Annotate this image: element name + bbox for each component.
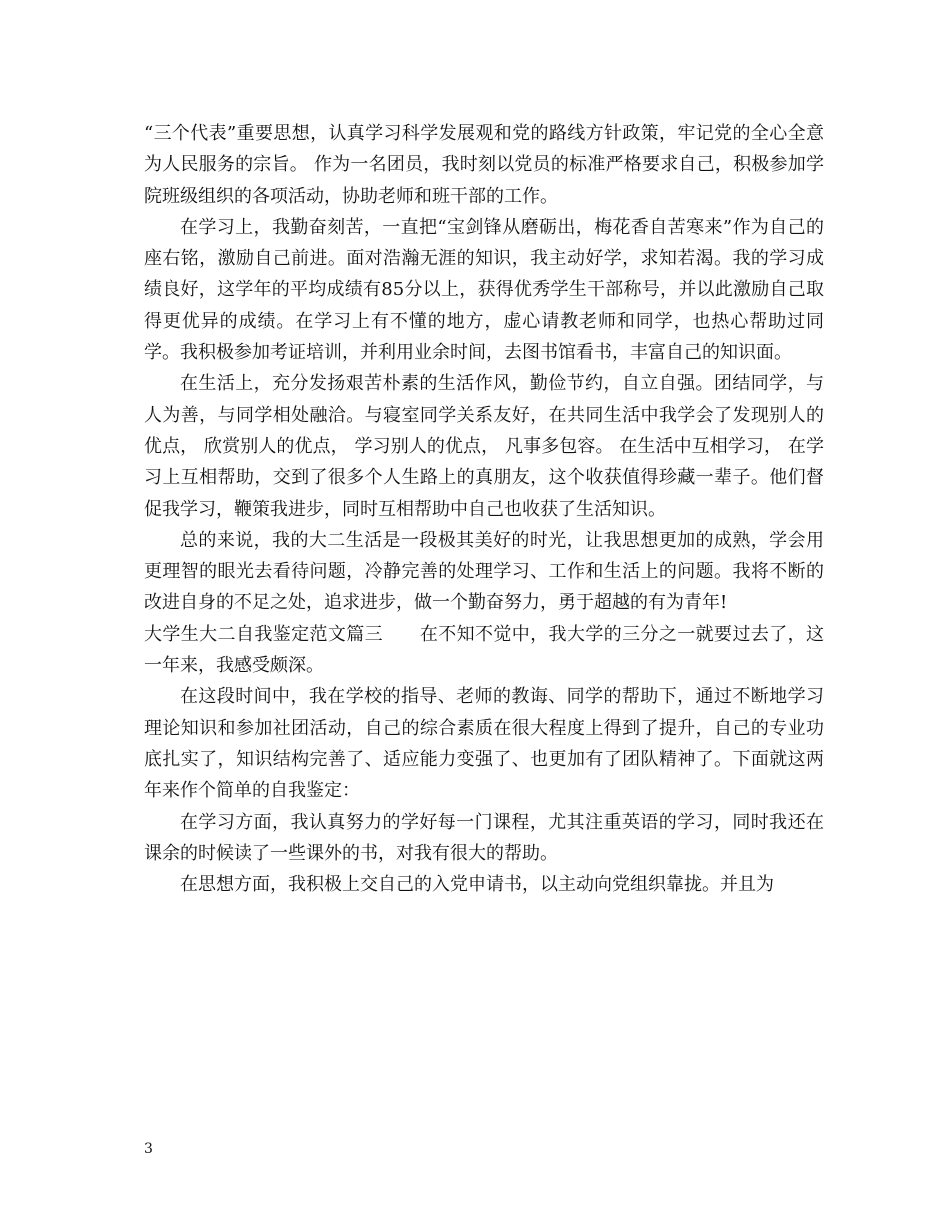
paragraph-growth: 在这段时间中，我在学校的指导、老师的教诲、同学的帮助下，通过不断地学习理论知识和参加社团活动，自己的综合素质在很大程度上得到了提升，自己的专业功底扎实了，知识结构完善了、适应能力变强了、也更加有了团队精神了。下面就这两年来作个简单的自我鉴定：: [144, 686, 824, 802]
paragraph-thought: 在思想方面，我积极上交自己的入党申请书，以主动向党组织靠拢。并且为: [180, 874, 774, 896]
document-body: [144, 118, 824, 900]
paragraph-academics: 在学习方面，我认真努力的学好每一门课程，尤其注重英语的学习，同时我还在课余的时候读了一些课外的书，对我有很大的帮助。: [144, 811, 824, 864]
paragraph-summary: 总的来说，我的大二生活是一段极其美好的时光，让我思想更加的成熟，学会用更理智的眼光去看待问题，冷静完善的处理学习、工作和生活上的问题。我将不断的改进自身的不足之处，追求进步，做一个勤奋努力，勇于超越的有为青年!: [144, 529, 824, 614]
paragraph-party-ideology: “三个代表”重要思想，认真学习科学发展观和党的路线方针政策，牢记党的全心全意为人民服务的宗旨。 作为一名团员，我时刻以党员的标准严格要求自己，积极参加学院班级组织的各项活动，协助老师和班干部的工作。: [144, 123, 824, 207]
paragraph-life: 在生活上，充分发扬艰苦朴素的生活作风，勤俭节约，自立自强。团结同学，与人为善，与同学相处融洽。与寝室同学关系友好，在共同生活中我学会了发现别人的优点， 欣赏别人的优点， 学习别人的优点， 凡事多包容。 在生活中互相学习， 在学习上互相帮助，交到了很多个人生路上的真朋友，这个收获值得珍藏一辈子。他们督促我学习，鞭策我进步，同时互相帮助中自己也收获了生活知识。: [144, 373, 824, 520]
page-number: 3: [144, 1141, 153, 1157]
paragraph-sample-three-intro: 大学生大二自我鉴定范文篇三 在不知不觉中，我大学的三分之一就要过去了，这一年来，我感受颇深。: [144, 623, 824, 677]
paragraph-study: 在学习上，我勤奋刻苦，一直把“宝剑锋从磨砺出，梅花香自苦寒来”作为自己的座右铭，激励自己前进。面对浩瀚无涯的知识，我主动好学，求知若渴。我的学习成绩良好，这学年的平均成绩有85分以上，获得优秀学生干部称号，并以此激励自己取得更优异的成绩。在学习上有不懂的地方，虚心请教老师和同学，也热心帮助过同学。我积极参加考证培训，并利用业余时间，去图书馆看书，丰富自己的知识面。: [144, 216, 824, 364]
